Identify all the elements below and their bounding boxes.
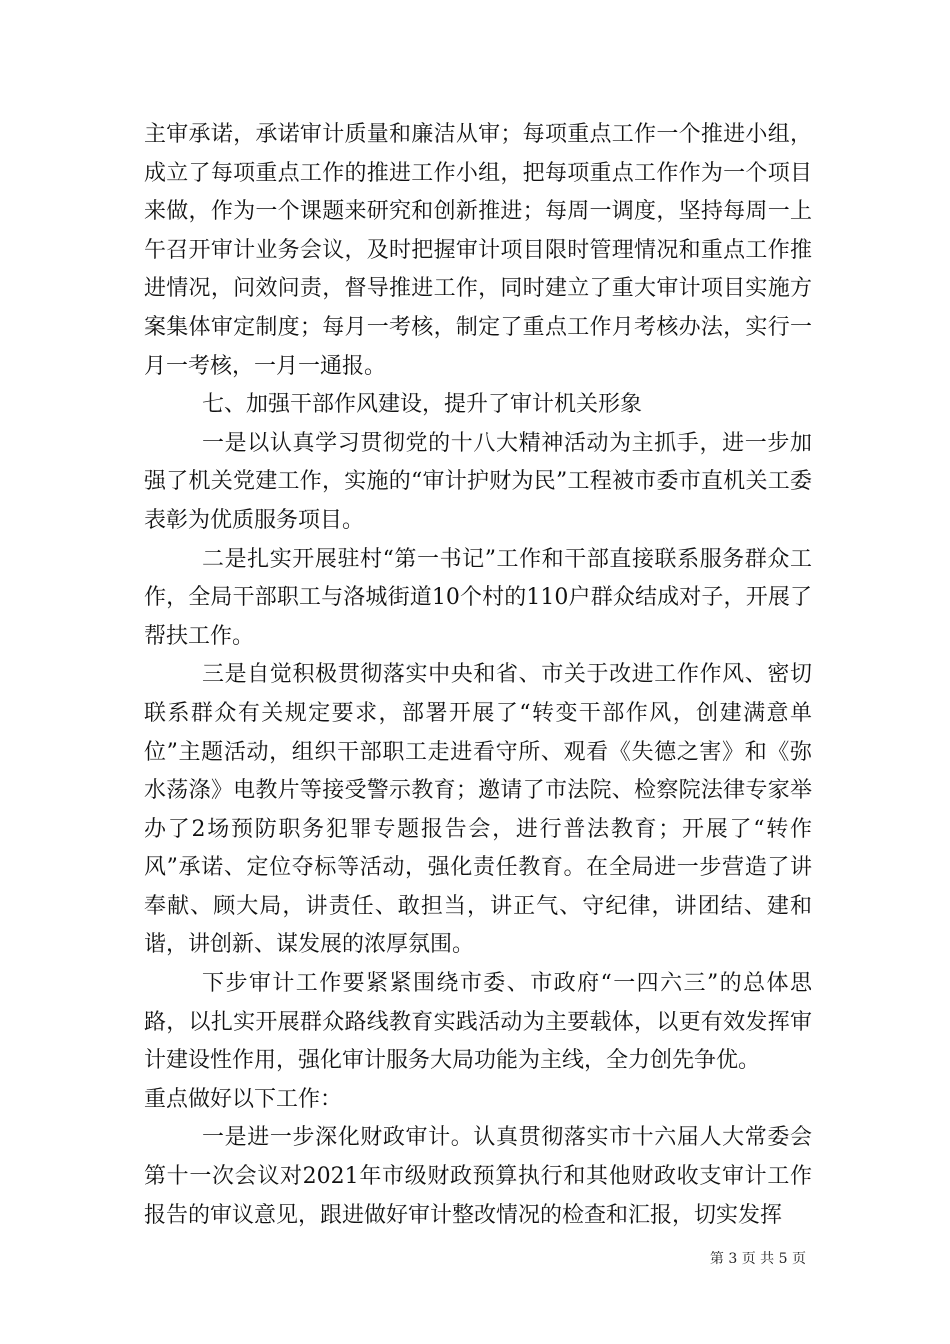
paragraph: 一是以认真学习贯彻党的十八大精神活动为主抓手，进一步加强了机关党建工作，实施的“审计护财为民”工程被市委市直机关工委表彰为优质服务项目。 xyxy=(144,430,812,533)
paragraph: 二是扎实开展驻村“第一书记”工作和干部直接联系服务群众工作，全局干部职工与洛城街道10个村的110户群众结成对子，开展了帮扶工作。 xyxy=(144,546,812,649)
page-number: 第 3 页 共 5 页 xyxy=(709,1251,806,1267)
paragraph: 下步审计工作要紧紧围绕市委、市政府“一四六三”的总体思路，以扎实开展群众路线教育实践活动为主要载体，以更有效发挥审计建设性作用，强化审计服务大局功能为主线，全力创先争优。 xyxy=(144,971,812,1074)
paragraph-continuation: 主审承诺，承诺审计质量和廉洁从审；每项重点工作一个推进小组，成立了每项重点工作的推进工作小组，把每项重点工作作为一个项目来做，作为一个课题来研究和创新推进；每周一调度，坚持每周一上午召开审计业务会议，及时把握审计项目限时管理情况和重点工作推进情况，问效问责，督导推进工作，同时建立了重大审计项目实施方案集体审定制度；每月一考核，制定了重点工作月考核办法，实行一月一考核，一月一通报。 xyxy=(144,122,812,379)
document-body xyxy=(144,116,812,1235)
section-heading: 七、加强干部作风建设，提升了审计机关形象 xyxy=(202,392,643,418)
paragraph: 一是进一步深化财政审计。认真贯彻落实市十六届人大常委会第十一次会议对2021年市级财政预算执行和其他财政收支审计工作报告的审议意见，跟进做好审计整改情况的检查和汇报，切实发挥 xyxy=(144,1125,812,1228)
paragraph: 三是自觉积极贯彻落实中央和省、市关于改进工作作风、密切联系群众有关规定要求，部署开展了“转变干部作风，创建满意单位”主题活动，组织干部职工走进看守所、观看《失德之害》和《弥水荡涤》电教片等接受警示教育；邀请了市法院、检察院法律专家举办了2场预防职务犯罪专题报告会，进行普法教育；开展了“转作风”承诺、定位夺标等活动，强化责任教育。在全局进一步营造了讲奉献、顾大局，讲责任、敢担当，讲正气、守纪律，讲团结、建和谐，讲创新、谋发展的浓厚氛围。 xyxy=(144,662,812,958)
paragraph: 重点做好以下工作： xyxy=(144,1086,343,1112)
